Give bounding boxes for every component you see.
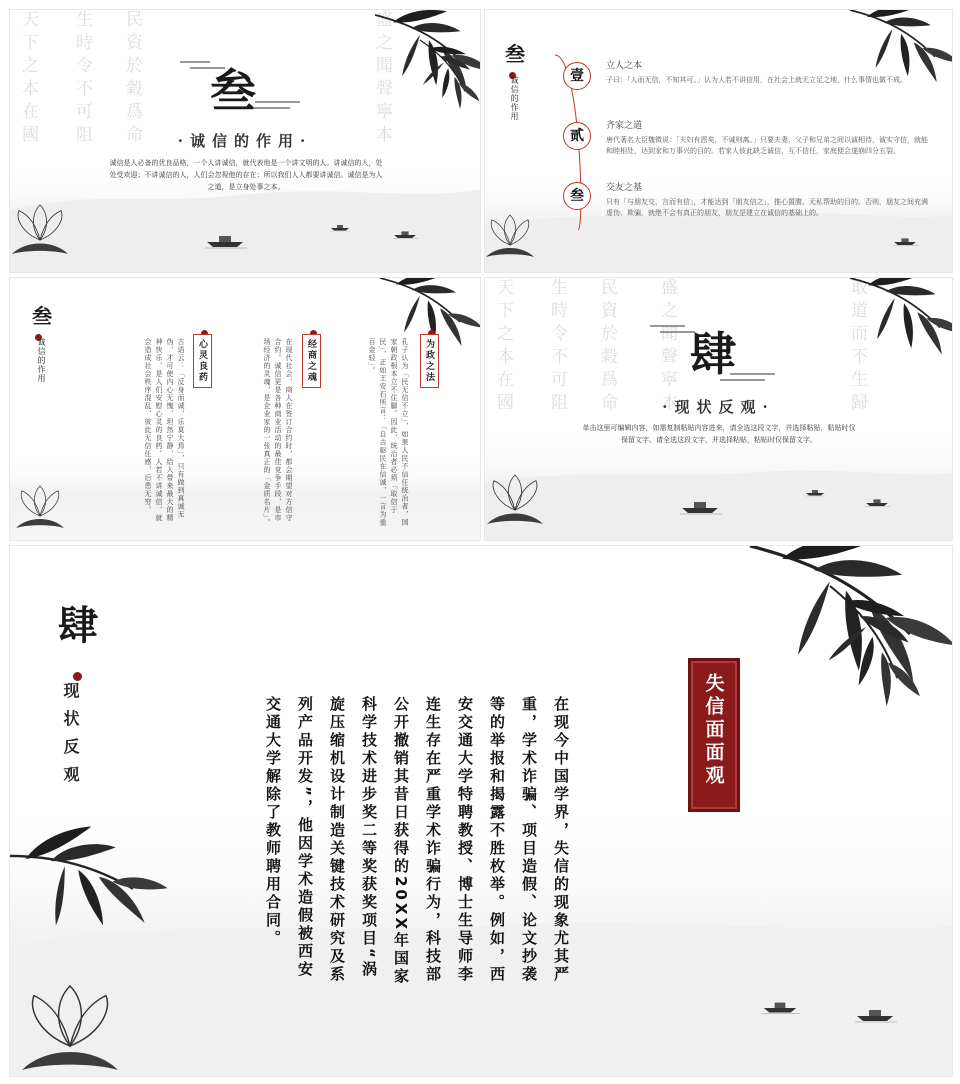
point-body: 只有「与朋友交，言而有信」，才能达到「朋友信之」，推心置腹、无私帮助的目的。否则，朋友之间充满虚伪、欺骗，就绝不会有真正的朋友，朋友是建立在诚信的基础上的。: [606, 198, 928, 217]
slide-status-review-title[interactable]: [484, 277, 953, 541]
text-column-4: 安交通大学特聘教授、博士生导师李: [456, 696, 474, 984]
side-brush-char: 叁: [505, 42, 525, 66]
bg-calligraphy: 民資於穀爲命: [122, 10, 142, 148]
text-column-6: 公开撤销其昔日获得的20XX年国家: [392, 696, 410, 987]
slide-title: ·诚信的作用·: [177, 132, 313, 150]
seal-text: 失信面面观: [702, 673, 725, 788]
bg-calligraphy: 生時令不可阻: [72, 10, 92, 148]
big-brush-char: 肆: [690, 327, 736, 381]
text-column-1: 在现今中国学界，失信的现象尤其严: [552, 696, 570, 984]
text-column-9: 列产品开发”，他因学术造假被西安: [296, 696, 314, 979]
text-column-7: 科学技术进步奖二等奖获奖项目“涡: [360, 696, 378, 979]
ink-landscape: [10, 546, 952, 1076]
side-subtitle: 诚信的作用: [37, 338, 46, 383]
column-label-1: 为政之法: [420, 334, 439, 388]
slide-integrity-role-title[interactable]: [9, 9, 481, 273]
bg-calligraphy: 取道而不生歸: [847, 278, 867, 416]
slide-body-text[interactable]: 单击这里可编辑内容，如需复制粘贴内容进来，请全选这段文字，并选择粘贴，粘贴时仅保留文字。请全选这段文字，并选择粘贴，粘贴时仅保留文字。: [582, 424, 856, 444]
side-subtitle: 现状反观: [61, 682, 80, 794]
point-body: 唐代著名大臣魏徵说：「夫妇有恩矣，不诚则离。」只要夫妻、父子和兄弟之间以诚相待，诚实守信，就能和睦相处，达到家和万事兴的目的。若家人彼此缺乏诚信、互不信任，家庭便会遂崩四分五裂。: [606, 136, 928, 155]
bg-calligraphy: 天下之本在國: [18, 10, 38, 148]
slide-dishonesty-overview[interactable]: [9, 545, 953, 1077]
point-item: [606, 118, 931, 157]
slide-integrity-three-points[interactable]: [484, 9, 953, 273]
number-circle-2: 贰: [563, 122, 591, 150]
number-circle-3: 叁: [563, 182, 591, 210]
red-seal-badge: [688, 658, 740, 812]
column-text-1: 孔子认为「民无信不立」，如果人民不信任统治者，国家朝政根本立不住脚。因此，统治者必须「取信于民」，正如王安石所言：「自古驱民在信诚，一言为重百金轻」。: [368, 338, 409, 527]
slide-integrity-three-columns[interactable]: [9, 277, 481, 541]
text-column-10: 交通大学解除了教师聘用合同。: [264, 696, 282, 948]
big-brush-char: 肆: [58, 602, 98, 649]
slide-body-text: 诚信是人必备的优良品格，一个人讲诚信，就代表他是一个讲文明的人。讲诚信的人，处处受欢迎；不讲诚信的人，人们会忽视他的存在；所以我们人人都要讲诚信。诚信是为人之道，是立身处事之本。: [109, 159, 383, 191]
column-label-3: 心灵良药: [193, 334, 212, 388]
column-text-2: 在现代社会，商人在签订合约时，都会期望对方信守合约。诚信更是各种商业活动的最佳竞争手段，是市场经济的灵魂，是企业家的一张真正的「金质名片」。: [263, 338, 293, 527]
bg-calligraphy: 民資於穀爲命: [597, 278, 617, 416]
side-brush-char: 叁: [32, 304, 52, 328]
bg-calligraphy: 盛之聞聲寧本: [657, 278, 677, 416]
side-subtitle: 诚信的作用: [510, 76, 519, 121]
number-circle-1: 壹: [563, 62, 591, 90]
bg-calligraphy: 生時令不可阻: [547, 278, 567, 416]
bg-calligraphy: 天下之本在國: [493, 278, 513, 416]
point-item: [606, 180, 931, 219]
column-text-3: 古语云：「反身而诚，乐莫大焉」，只有做到真诚无伪，才可使内心无愧，坦然宁静，给人带来最大的精神快乐，是人们安慰心灵的良药。人若不讲诚信，就会造成社会秩序混乱，彼此无信任感，后患无穷。: [144, 338, 185, 522]
big-brush-char: 叁: [210, 64, 256, 118]
column-label-2: 经商之魂: [302, 334, 321, 388]
point-title: 立人之本: [606, 61, 643, 71]
point-body: 子曰：「人而无信，不知其可。」认为人若不讲信用，在社会上就无立足之地，什么事情也做不成。: [606, 76, 907, 84]
point-title: 齐家之道: [606, 121, 643, 131]
point-title: 交友之基: [606, 183, 643, 193]
point-item: [606, 58, 931, 86]
text-column-5: 连生存在严重学术诈骗行为，科技部: [424, 696, 442, 984]
text-column-3: 等的举报和揭露不胜枚举。例如，西: [488, 696, 506, 984]
bg-calligraphy: 盛之聞聲寧本: [372, 10, 392, 148]
slide-title: ·现状反观·: [662, 398, 775, 416]
text-column-2: 重，学术诈骗、项目造假、论文抄袭: [520, 696, 538, 984]
text-column-8: 旋压缩机设计制造关键技术研究及系: [328, 696, 346, 984]
